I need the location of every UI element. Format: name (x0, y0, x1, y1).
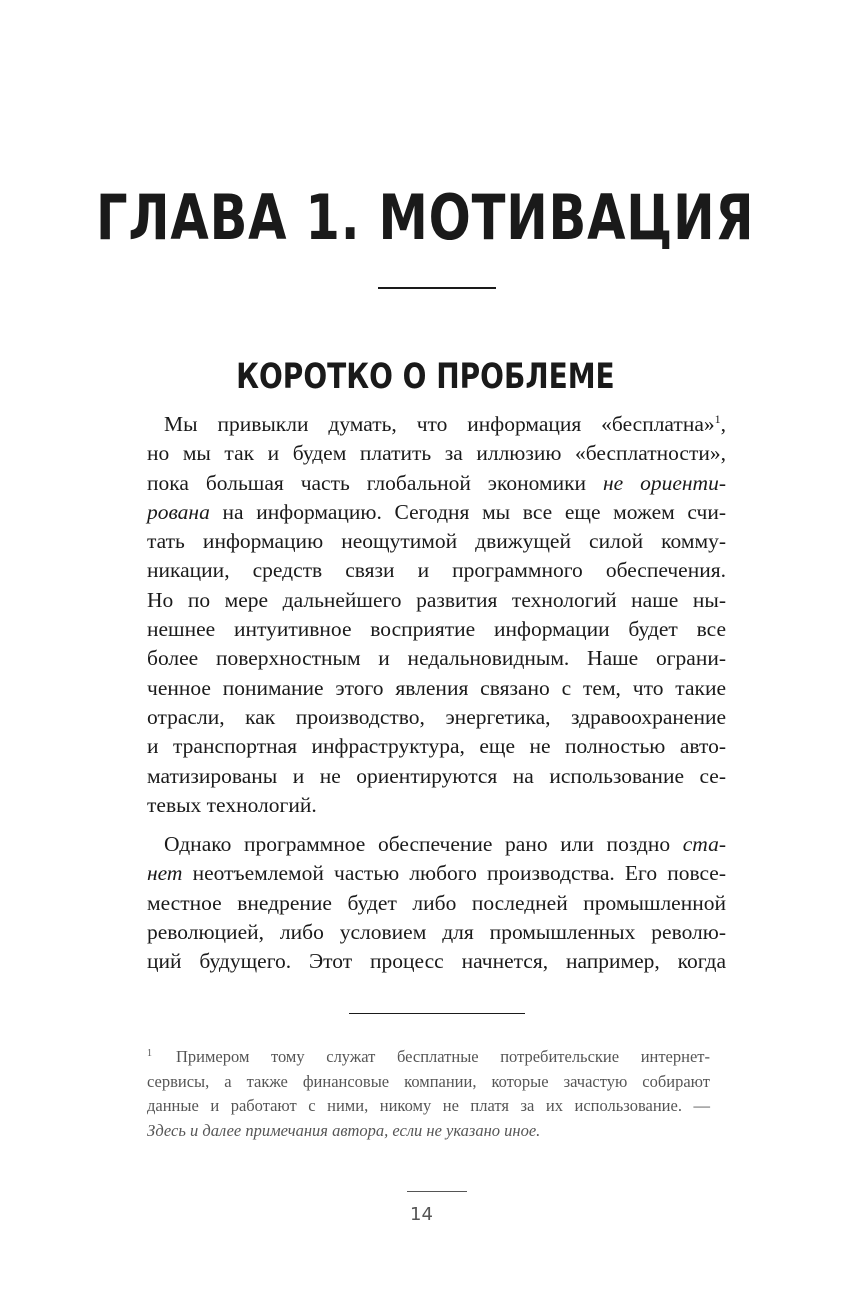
footnote-reference: 1 (714, 411, 721, 426)
section-heading: КОРОТКО О ПРОБЛЕМЕ (236, 357, 615, 397)
text-segment: пока большая часть глобальной экономики (147, 470, 603, 495)
footnote-line: данные и работают с ними, никому не платя за их использование. — (147, 1096, 710, 1115)
paragraph-line: местное внедрение будет либо последней промышленной (147, 890, 726, 915)
paragraph-line (147, 469, 726, 498)
paragraph-2 (147, 830, 726, 976)
italic-text: рована (147, 499, 210, 524)
paragraph-1 (147, 410, 726, 820)
paragraph-line: революцией, либо условием для промышленных револю- (147, 919, 726, 944)
paragraph-line: тать информацию неощутимой движущей силой комму- (147, 529, 726, 554)
paragraph-line (147, 830, 726, 859)
paragraph-line: но мы так и будем платить за иллюзию «бесплатности», (147, 441, 726, 466)
paragraph-line: матизированы и не ориентируются на использование се- (147, 763, 726, 788)
text-segment: Мы привыкли думать, что информация «бесплатна» (164, 412, 715, 436)
paragraph-line: и транспортная инфраструктура, еще не полностью авто- (147, 734, 726, 759)
italic-text: нет (147, 861, 183, 886)
page-number: 14 (410, 1204, 433, 1225)
footnote-divider (349, 1013, 525, 1014)
title-divider (378, 287, 496, 289)
footnote-line: сервисы, а также финансовые компании, которые зачастую собирают (147, 1071, 710, 1091)
footnote (147, 1045, 710, 1143)
paragraph-line: ций будущего. Этот процесс начнется, например, когда (147, 949, 726, 974)
paragraph-line (147, 410, 726, 439)
text-segment: на информацию. Сегодня мы все еще можем счи- (209, 499, 726, 524)
text-segment: Однако программное обеспечение рано или поздно (164, 832, 683, 856)
paragraph-line: Но по мере дальнейшего развития технологий наше ны- (147, 587, 726, 612)
footnote-line (147, 1045, 710, 1070)
text-segment: неотъемлемой частью любого производства. Его повсе- (182, 861, 726, 886)
paragraph-line: никации, средств связи и программного обеспечения. (147, 558, 726, 583)
page-number-divider (407, 1191, 467, 1192)
paragraph-line (147, 859, 726, 888)
italic-text: не ориенти- (602, 470, 726, 495)
text-segment: , (720, 412, 726, 436)
footnote-line: Здесь и далее примечания автора, если не указано иное. (147, 1120, 541, 1140)
footnote-marker: 1 (147, 1047, 152, 1059)
paragraph-line: отрасли, как производство, энергетика, здравоохранение (147, 704, 726, 729)
paragraph-line: тевых технологий. (147, 792, 317, 817)
text-segment: Примером тому служат бесплатные потребительские интернет- (176, 1047, 710, 1066)
chapter-title: ГЛАВА 1. МОТИВАЦИЯ (95, 181, 755, 254)
italic-text: ста- (682, 832, 726, 856)
paragraph-line: ченное понимание этого явления связано с тем, что такие (147, 675, 726, 700)
paragraph-line: более поверхностным и недальновидным. Наше ограни- (147, 646, 726, 671)
paragraph-line: нешнее интуитивное восприятие информации будет все (147, 617, 726, 642)
paragraph-line (147, 498, 726, 527)
